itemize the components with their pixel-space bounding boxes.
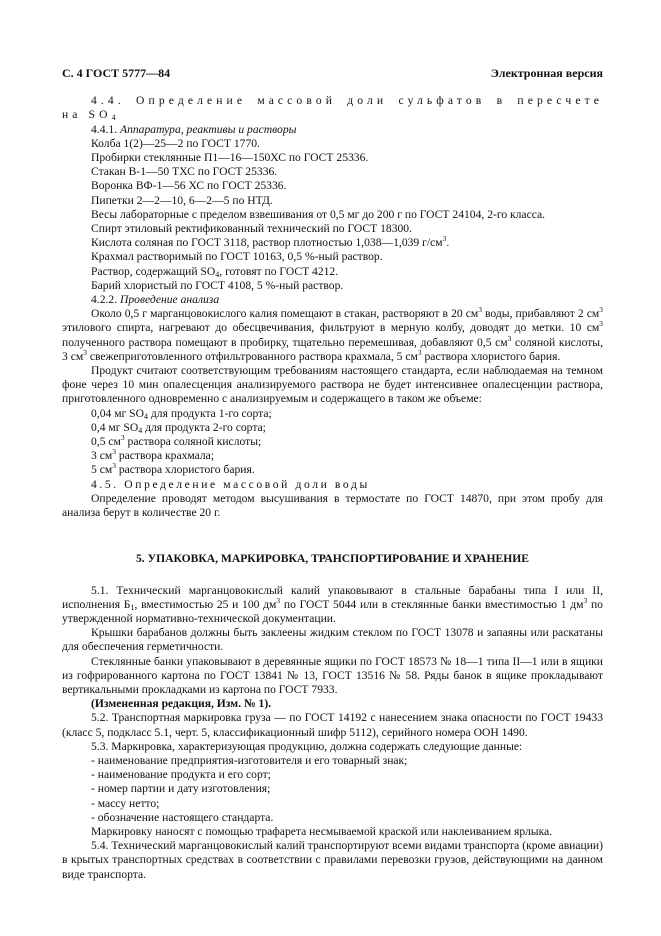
equipment-item: Крахмал растворимый по ГОСТ 10163, 0,5 %-ный раствор. [91,250,383,264]
jars-paragraph: Стеклянные банки упаковывают в деревянные ящики по ГОСТ 18573 № 18—1 типа II—1 или в ящики из гофрированного картона по ГОСТ 13841 № 13, ГОСТ 13516 № 58. Ряды банок в ящике прокладывают вертикальными прокладками из картона по ГОСТ 7933. [62,654,603,696]
volume-item: 3 $см^3$ раствора крахмала; [91,447,215,463]
header-version: Электронная версия [490,66,603,80]
header-standard: С. 4 ГОСТ 5777—84 [62,66,171,80]
marking-item: - обозначение настоящего стандарта. [91,810,274,824]
page-header [62,66,603,80]
volume-item: 0,4 мг $SO_4$ для продукта 2-го сорта; [91,420,266,435]
marking-item: - номер партии и дату изготовления; [91,782,271,796]
section-5-1-text: 5.1. Технический марганцовокислый калий упаковывают в стальные барабаны типа I или II, исполнения $Б_1$, вместимостью 25 и 100 $дм^3$ по ГОСТ 5044 или в стеклянные банки вместимостью 1 $дм^3$ по утвержденной нормативно-технической документации. [62,583,603,625]
equipment-item: Спирт этиловый ректификованный технический по ГОСТ 18300. [91,222,413,236]
section-4-2-2-title: 4.2.2. Проведение анализа [91,293,220,307]
equipment-item: Колба 1(2)—25—2 по ГОСТ 1770. [91,136,260,150]
volume-item: 0,5 $см^3$ раствора соляной кислоты; [91,433,262,449]
amendment-note: (Измененная редакция, Изм. № 1). [91,697,272,711]
stencil-paragraph: Маркировку наносят с помощью трафарета несмываемой краской или наклеиванием ярлыка. [91,824,553,838]
section-4-5-title: 4.5. Определение массовой доли воды [91,477,370,491]
equipment-item: Весы лабораторные с пределом взвешивания от 0,5 мг до 200 г по ГОСТ 24104, 2-го класса. [91,207,546,221]
section-5-4-text: 5.4. Технический марганцовокислый калий транспортируют всеми видами транспорта (кроме авиации) в крытых транспортных средствах в соответствии с правилами перевозки грузов, действующими на данном виде транспорта. [62,839,603,881]
section-5-title: 5. УПАКОВКА, МАРКИРОВКА, ТРАНСПОРТИРОВАНИЕ И ХРАНЕНИЕ [135,552,530,566]
procedure-paragraph: Около 0,5 г марганцовокислого калия помещают в стакан, растворяют в 20 $см^3$ воды, прибавляют 2 $см^3$ этилового спирта, нагревают до обесцвечивания, фильтруют в мерную колбу, доводят до метки. 10 $см^3$ полученного раствора помещают в пробирку, тщательно перемешивая, добавляют 0,5 $см^3$ соляной кислоты, 3 $см^3$ свежеприготовленного отфильтрованного раствора крахмала, 5 $см^3$ раствора хлористого бария. [62,305,603,363]
equipment-item: Пробирки стеклянные П1—16—150ХС по ГОСТ 25336. [91,151,369,165]
volume-item: 5 $см^3$ раствора хлористого бария. [91,461,255,477]
result-paragraph: Продукт считают соответствующим требованиям настоящего стандарта, если наблюдаемая на темном фоне через 10 мин опалесценция анализируемого раствора не будет интенсивнее опалесценции раствора, приготовленного одновременно с анализируемым и содержащего в таком же объеме: [62,364,603,406]
equipment-item: Раствор, содержащий $SO_4$, готовят по ГОСТ 4212. [91,264,339,279]
marking-item: - наименование продукта и его сорт; [91,768,271,782]
marking-item: - массу нетто; [91,796,160,810]
equipment-item: Воронка ВФ-1—56 ХС по ГОСТ 25336. [91,179,287,193]
section-4-4-1-title: 4.4.1. Аппаратура, реактивы и растворы [91,122,297,136]
equipment-item: Пипетки 2—2—10, 6—2—5 по НТД. [91,193,273,207]
volume-item: 0,04 мг $SO_4$ для продукта 1-го сорта; [91,406,272,421]
equipment-item: Барий хлористый по ГОСТ 4108, 5 %-ный раствор. [91,278,344,292]
lids-paragraph: Крышки барабанов должны быть заклеены жидким стеклом по ГОСТ 13078 и запаяны или раскатаны для обеспечения герметичности. [62,626,603,654]
equipment-item: Кислота соляная по ГОСТ 3118, раствор плотностью 1,038—1,039 $г/см^3$. [91,234,450,250]
section-5-2-text: 5.2. Транспортная маркировка груза — по ГОСТ 14192 с нанесением знака опасности по ГОСТ 19433 (класс 5, подкласс 5.1, черт. 5, классификационный шифр 5112), серийного номера ООН 1490. [62,711,603,739]
marking-item: - наименование предприятия-изготовителя и его товарный знак; [91,753,408,767]
section-4-5-text: Определение проводят методом высушивания в термостате по ГОСТ 14870, при этом пробу для анализа берут в количестве 20 г. [62,491,603,520]
section-5-3-text: 5.3. Маркировка, характеризующая продукцию, должна содержать следующие данные: [91,739,523,753]
section-4-4-title: 4.4. Определение массовой доли сульфатов в пересчете на $SO_4$ [62,94,603,123]
equipment-item: Стакан В-1—50 ТХС по ГОСТ 25336. [91,165,278,179]
